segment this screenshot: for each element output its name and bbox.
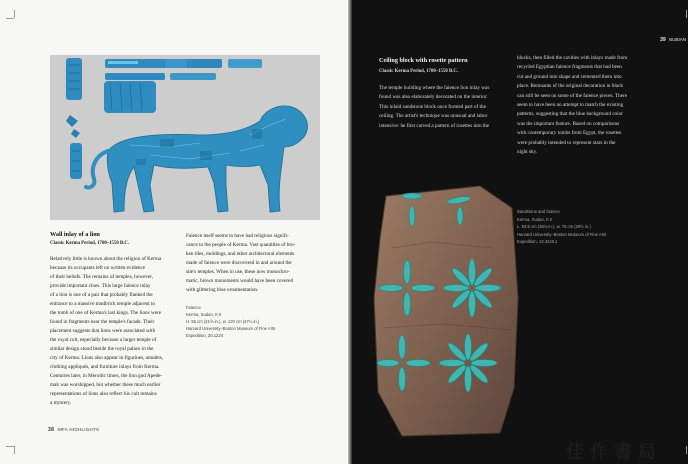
ceiling-object-info: Sandstone and faience Kerma, Sudan, K II L. 93.5 cm (36⅛ in.), w. 75 cm (29½ in.) Harvard University–Boston Museum of Fine Arts Expedition, 13.4240.1 (517, 209, 607, 245)
crop-mark (14, 446, 15, 454)
right-folio (660, 37, 686, 43)
left-page-number: 38 (48, 427, 55, 433)
lion-caption-title: Wall inlay of a lion (50, 231, 100, 238)
ceiling-block-image (372, 178, 522, 438)
left-folio (48, 427, 99, 433)
crop-mark (14, 10, 15, 18)
crop-mark (686, 446, 687, 454)
left-body-column-2: Faience itself seems to have had religious signifi- cance to the people of Kerma. Vast quantities of bro- ken tiles, moldings, and other architectural elements made of faience were discovered in and around the site's temples. When in use, these now monochro- matic, brown monuments would have been covered with glittering blue ornamentation. (186, 233, 296, 293)
page-margin (688, 0, 700, 464)
right-running-head: NUBIAN (668, 37, 687, 42)
lion-inlay-photo (50, 55, 320, 220)
lion-inlay-image (50, 55, 320, 220)
ceiling-caption-subtitle: Classic Kerma Period, 1700–1550 B.C. (379, 69, 459, 74)
crop-mark (6, 446, 14, 447)
ceiling-caption-title: Ceiling block with rosette pattern (379, 57, 468, 64)
right-page-number: 39 (660, 37, 666, 43)
left-body-column-1: Relatively little is known about the religion of Kerma because its occupants left no written evidence of their beliefs. The remains of temples, however, provide important clues. This large faience inlay of a lion is one of a pair that probably flanked the entrance to a massive mudbrick temple adjacent to the tomb of one of Kerma's last kings. The lions were found in fragments near the temple's facade. Their placement suggests that lions were associated with the royal cult, especially because a larger temple of similar design stood beside the royal palace in the city of Kerma. Lions also appear in figurines, amulets, clothing appliqués, and furniture inlays from Kerma. Centuries later, in Meroitic times, the lion god Apede- mak was worshipped, but whether these much earlier representations of lions also reflect his cult remains a mystery. (50, 256, 164, 406)
lion-caption-subtitle: Classic Kerma Period, 1700–1550 B.C. (50, 241, 130, 246)
lion-object-info: Faience Kerma, Sudan, K II H. 55 cm (21⅝ in.), w. 120 cm (47¼ in.) Harvard University–Boston Museum of Fine Arts Expedition, 20.1224 (186, 305, 276, 338)
book-gutter (348, 0, 352, 464)
left-running-head: MFA HIGHLIGHTS (58, 427, 100, 432)
crop-mark (686, 10, 687, 18)
right-body-column-2: blocks, then filled the cavities with inlays made from recycled Egyptian faience fragments that had been cut and ground into shape and cemented them into place. Remnants of the original decoration in black can still be seen on some of the faience pieces. There seem to have been no attempt to match the existing patterns, suggesting that the blue background color was the important feature. Based on comparisons with contemporary tombs from Egypt, the rosettes were probably intended to represent stars in the night sky. (517, 55, 628, 156)
watermark: 佳作書局 (566, 442, 662, 463)
right-body-column-1: The temple building where the faience lion inlay was found was also elaborately decorated on the interior. This inlaid sandstone block once formed part of the ceiling. The artist's technique was unusual and labor intensive: he first carved a pattern of rosettes into the (379, 85, 490, 129)
crop-mark (6, 18, 14, 19)
